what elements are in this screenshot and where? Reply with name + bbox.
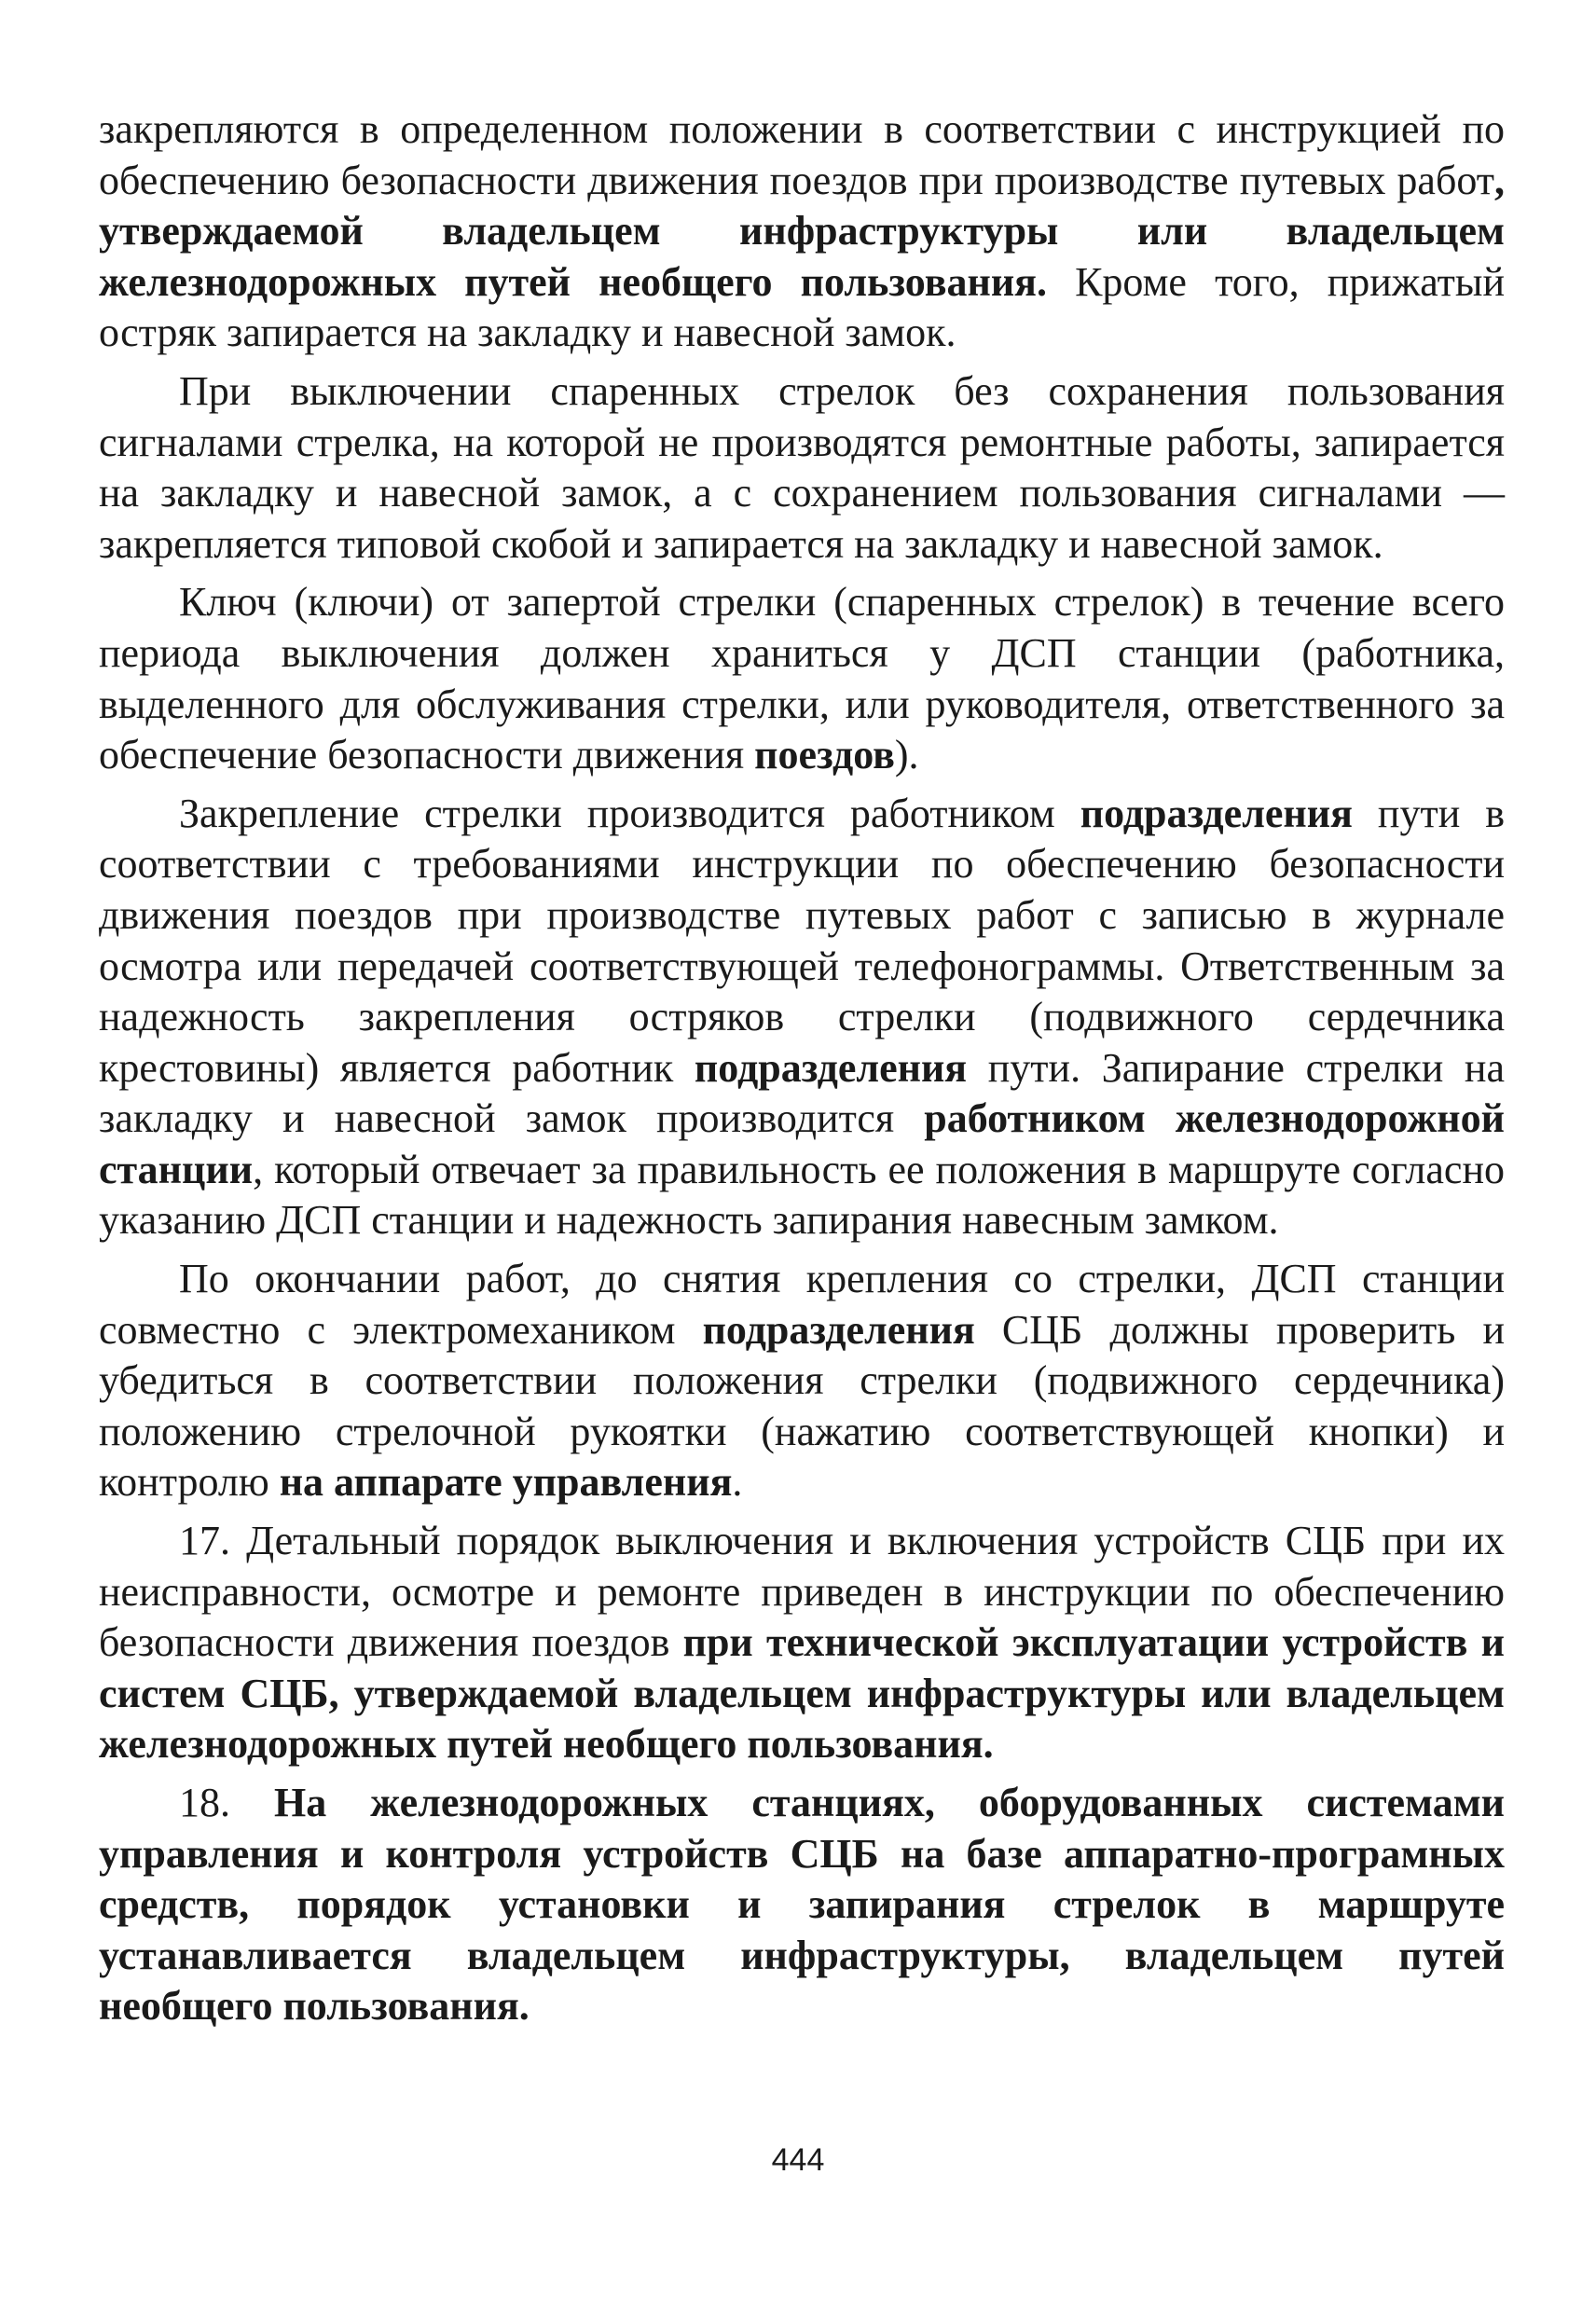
paragraph [99, 104, 1505, 359]
text-segment: 17. Детальный порядок выключения и включения устройств СЦБ при их неисправности, осмотре и ремонте приведен в инструкции по обеспечению безопасности движения поездов [99, 1518, 1505, 1666]
bold-text-segment: поездов [754, 732, 895, 778]
text-segment: Кроме того, прижатый остряк запирается на закладку и навесной замок. [99, 258, 1505, 356]
page-number: 444 [771, 2142, 825, 2178]
bold-text-segment: подразделения [1080, 790, 1353, 836]
text-segment: При выключении спаренных стрелок без сохранения пользования сигналами стрелка, на которой не производятся ремонтные работы, запирается на закладку и навесной замок, а с сохранением пользования сигналами — закрепляется типовой скобой и запирается на закладку и навесной замок. [99, 367, 1505, 567]
bold-text-segment: На железнодорожных станциях, оборудованных системами управления и контроля устройств СЦБ на базе аппаратно-програмных средств, порядок установки и запирания стрелок в маршруте устанавливается владельцем инфраструктуры, владельцем путей необщего пользования. [99, 1780, 1506, 2030]
paragraph [99, 1778, 1505, 2032]
text-segment: Закрепление стрелки производится работником [179, 790, 1080, 836]
text-segment: Ключ (ключи) от запертой стрелки (спаренных стрелок) в течение всего периода выключения должен храниться у ДСП станции (работника, выделенного для обслуживания стрелки, или руководителя, ответственного за обеспечение безопасности движения [99, 579, 1505, 778]
text-segment: пути. Запирание стрелки на закладку и навесной замок производится [99, 1044, 1506, 1142]
bold-text-segment: работником железнодорожной станции [99, 1095, 1505, 1192]
text-segment: . [732, 1459, 743, 1506]
text-segment: пути в соответствии с требованиями инструкции по обеспечению безопасности движения поездов при производстве путевых работ с записью в журнале осмотра или передачей соответствующей телефонограммы. Ответственным за надежность закрепления остряков стрелки (подвижного сердечника крестовины) является работник [99, 790, 1505, 1091]
paragraph [99, 789, 1505, 1246]
text-segment: ). [894, 732, 919, 778]
paragraph [99, 1516, 1505, 1770]
text-segment: 18. [179, 1780, 275, 1825]
text-segment: закрепляются в определенном положении в соответствии с инструкцией по обеспечению безопасности движения поездов при производстве путевых работ [99, 106, 1505, 203]
text-segment: , который отвечает за правильность ее положения в маршруте согласно указанию ДСП станции и надежность запирания навесным замком. [99, 1146, 1505, 1244]
paragraph [99, 366, 1505, 570]
paragraph [99, 577, 1505, 780]
text-segment: СЦБ должны проверить и убедиться в соответствии положения стрелки (подвижного сердечника) положению стрелочной рукоятки (нажатию соответствующей кнопки) и контролю [99, 1306, 1505, 1506]
text-segment: По окончании работ, до снятия крепления со стрелки, ДСП станции совместно с электромехаником [99, 1256, 1505, 1353]
bold-text-segment: подразделения [702, 1306, 975, 1353]
bold-text-segment: при технической эксплуатации устройств и систем СЦБ, утверждаемой владельцем инфраструктуры или владельцем железнодорожных путей необщего пользования. [99, 1619, 1505, 1768]
page-body [99, 104, 1505, 2040]
bold-text-segment: подразделения [694, 1044, 968, 1091]
paragraph [99, 1254, 1505, 1508]
bold-text-segment: , утверждаемой владельцем инфраструктуры или владельцем железнодорожных путей необщего пользования. [99, 157, 1505, 305]
bold-text-segment: на аппарате управления [279, 1459, 733, 1506]
